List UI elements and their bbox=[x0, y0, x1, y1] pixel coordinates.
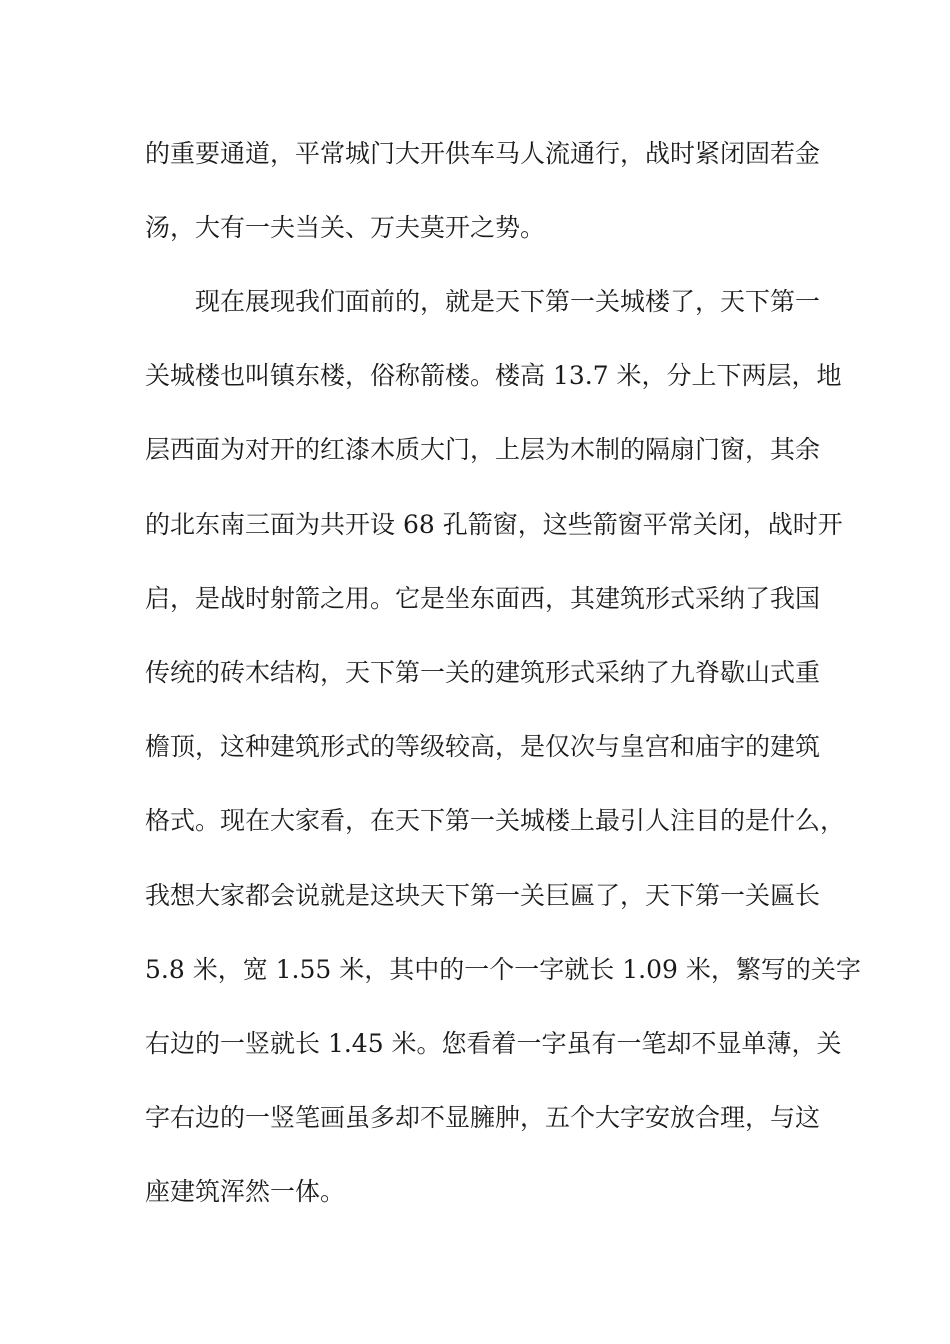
text-line: 格式。现在大家看，在天下第一关城楼上最引人注目的是什么， bbox=[145, 806, 846, 836]
text-line: 5.8 米，宽 1.55 米，其中的一个一字就长 1.09 米，繁写的关字 bbox=[145, 954, 861, 984]
text-line: 我想大家都会说就是这块天下第一关巨匾了，天下第一关匾长 bbox=[145, 880, 821, 910]
text-line: 檐顶，这种建筑形式的等级较高，是仅次与皇宫和庙宇的建筑 bbox=[145, 732, 821, 762]
text-line: 字右边的一竖笔画虽多却不显臃肿，五个大字安放合理，与这 bbox=[145, 1103, 821, 1133]
paragraph-continuation bbox=[145, 117, 821, 265]
text-line: 层西面为对开的红漆木质大门，上层为木制的隔扇门窗，其余 bbox=[145, 435, 821, 465]
text-line: 汤，大有一夫当关、万夫莫开之势。 bbox=[145, 213, 546, 243]
text-line: 启，是战时射箭之用。它是坐东面西，其建筑形式采纳了我国 bbox=[145, 583, 821, 613]
text-line: 现在展现我们面前的，就是天下第一关城楼了，天下第一 bbox=[145, 287, 821, 316]
text-line: 的北东南三面为共开设 68 孔箭窗，这些箭窗平常关闭，战时开 bbox=[145, 509, 843, 539]
text-line: 关城楼也叫镇东楼，俗称箭楼。楼高 13.7 米，分上下两层，地 bbox=[145, 361, 842, 391]
text-line: 右边的一竖就长 1.45 米。您看着一字虽有一笔却不显单薄，关 bbox=[145, 1028, 842, 1058]
text-line: 座建筑浑然一体。 bbox=[145, 1177, 346, 1207]
text-line: 的重要通道，平常城门大开供车马人流通行，战时紧闭固若金 bbox=[145, 139, 821, 168]
paragraph-tianxia-diyiguan bbox=[145, 265, 861, 1229]
text-line: 传统的砖木结构，天下第一关的建筑形式采纳了九脊歇山式重 bbox=[145, 657, 821, 687]
